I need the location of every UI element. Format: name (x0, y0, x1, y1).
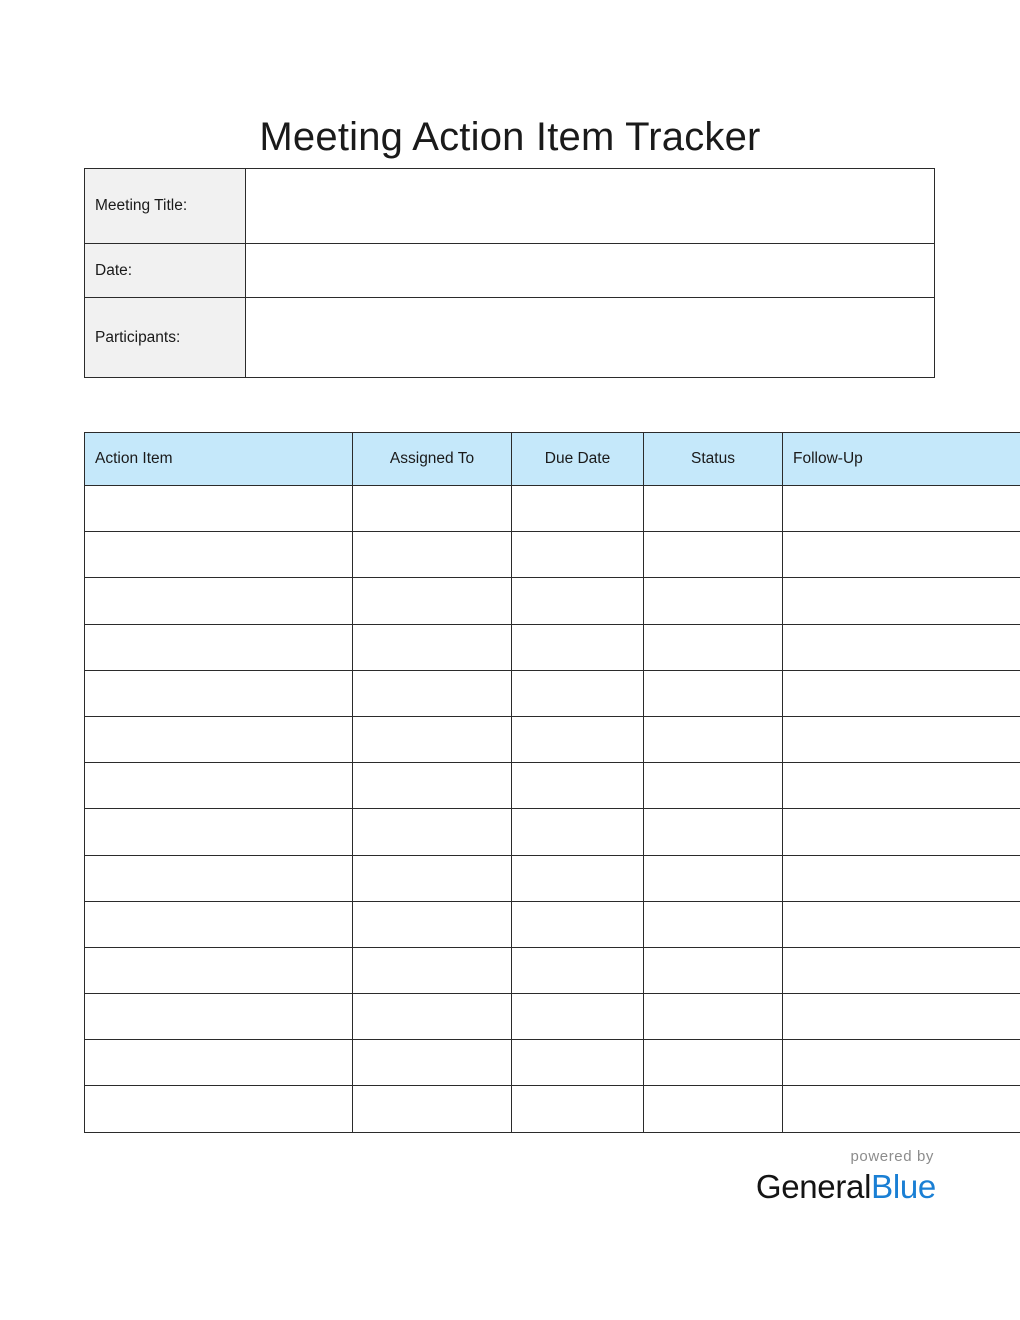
table-row (85, 809, 1020, 855)
action-cell[interactable] (644, 855, 783, 901)
column-header-action-item: Action Item (85, 433, 353, 486)
table-row (85, 1086, 1020, 1132)
action-cell[interactable] (644, 1086, 783, 1132)
action-cell[interactable] (85, 1040, 353, 1086)
action-cell[interactable] (512, 901, 644, 947)
meeting-info-table (84, 168, 935, 378)
action-cell[interactable] (85, 855, 353, 901)
action-cell[interactable] (512, 670, 644, 716)
logo-powered-by-text: powered by (850, 1148, 934, 1165)
info-label-meeting-title: Meeting Title: (85, 169, 246, 244)
action-cell[interactable] (783, 716, 1020, 762)
action-cell[interactable] (353, 809, 512, 855)
action-cell[interactable] (85, 716, 353, 762)
action-cell[interactable] (644, 486, 783, 532)
brand-logo (696, 1148, 936, 1206)
action-cell[interactable] (353, 716, 512, 762)
action-cell[interactable] (644, 809, 783, 855)
info-field-meeting-title[interactable] (246, 169, 935, 244)
action-cell[interactable] (644, 578, 783, 624)
action-cell[interactable] (512, 763, 644, 809)
action-cell[interactable] (512, 1086, 644, 1132)
column-header-follow-up: Follow-Up (783, 433, 1020, 486)
action-table-header-row (85, 433, 1020, 486)
table-row (85, 947, 1020, 993)
action-cell[interactable] (353, 624, 512, 670)
action-cell[interactable] (353, 994, 512, 1040)
action-cell[interactable] (512, 486, 644, 532)
action-cell[interactable] (85, 994, 353, 1040)
column-header-assigned-to: Assigned To (353, 433, 512, 486)
info-label-participants: Participants: (85, 298, 246, 378)
table-row (85, 994, 1020, 1040)
action-cell[interactable] (85, 763, 353, 809)
action-cell[interactable] (783, 855, 1020, 901)
action-cell[interactable] (644, 532, 783, 578)
action-cell[interactable] (783, 532, 1020, 578)
action-cell[interactable] (644, 1040, 783, 1086)
action-cell[interactable] (783, 486, 1020, 532)
action-cell[interactable] (85, 578, 353, 624)
logo-word-general: General (755, 1168, 872, 1205)
action-cell[interactable] (783, 624, 1020, 670)
table-row (85, 763, 1020, 809)
table-row (85, 855, 1020, 901)
action-cell[interactable] (353, 532, 512, 578)
action-cell[interactable] (85, 1086, 353, 1132)
info-row-meeting-title (85, 169, 935, 244)
action-cell[interactable] (783, 994, 1020, 1040)
action-cell[interactable] (644, 901, 783, 947)
action-cell[interactable] (353, 947, 512, 993)
logo-word-blue: Blue (871, 1168, 936, 1205)
action-cell[interactable] (644, 716, 783, 762)
table-row (85, 1040, 1020, 1086)
action-cell[interactable] (512, 624, 644, 670)
action-cell[interactable] (644, 670, 783, 716)
info-field-participants[interactable] (246, 298, 935, 378)
action-cell[interactable] (353, 763, 512, 809)
action-cell[interactable] (783, 578, 1020, 624)
action-cell[interactable] (783, 1040, 1020, 1086)
action-cell[interactable] (353, 578, 512, 624)
action-cell[interactable] (783, 809, 1020, 855)
info-row-participants (85, 298, 935, 378)
action-cell[interactable] (783, 763, 1020, 809)
action-cell[interactable] (512, 578, 644, 624)
info-row-date (85, 244, 935, 298)
table-row (85, 486, 1020, 532)
column-header-status: Status (644, 433, 783, 486)
table-row (85, 578, 1020, 624)
action-table-body (85, 486, 1020, 1133)
table-row (85, 901, 1020, 947)
action-cell[interactable] (353, 1040, 512, 1086)
table-row (85, 670, 1020, 716)
action-cell[interactable] (353, 901, 512, 947)
action-cell[interactable] (512, 855, 644, 901)
action-cell[interactable] (644, 624, 783, 670)
action-cell[interactable] (85, 947, 353, 993)
action-cell[interactable] (85, 901, 353, 947)
table-row (85, 624, 1020, 670)
action-cell[interactable] (85, 809, 353, 855)
info-field-date[interactable] (246, 244, 935, 298)
action-item-table (84, 432, 1020, 1133)
action-cell[interactable] (85, 532, 353, 578)
action-cell[interactable] (512, 532, 644, 578)
action-cell[interactable] (85, 486, 353, 532)
info-label-date: Date: (85, 244, 246, 298)
action-cell[interactable] (512, 994, 644, 1040)
action-cell[interactable] (644, 947, 783, 993)
logo-wordmark (696, 1168, 936, 1206)
action-cell[interactable] (512, 809, 644, 855)
action-cell[interactable] (644, 994, 783, 1040)
action-cell[interactable] (783, 1086, 1020, 1132)
action-cell[interactable] (783, 670, 1020, 716)
action-cell[interactable] (783, 901, 1020, 947)
action-cell[interactable] (512, 947, 644, 993)
action-cell[interactable] (353, 486, 512, 532)
page-title: Meeting Action Item Tracker (259, 114, 761, 159)
action-cell[interactable] (353, 855, 512, 901)
column-header-due-date: Due Date (512, 433, 644, 486)
table-row (85, 532, 1020, 578)
table-row (85, 716, 1020, 762)
action-cell[interactable] (85, 670, 353, 716)
action-cell[interactable] (353, 1086, 512, 1132)
action-cell[interactable] (85, 624, 353, 670)
action-cell[interactable] (512, 716, 644, 762)
action-cell[interactable] (353, 670, 512, 716)
action-cell[interactable] (512, 1040, 644, 1086)
action-cell[interactable] (783, 947, 1020, 993)
action-cell[interactable] (644, 763, 783, 809)
